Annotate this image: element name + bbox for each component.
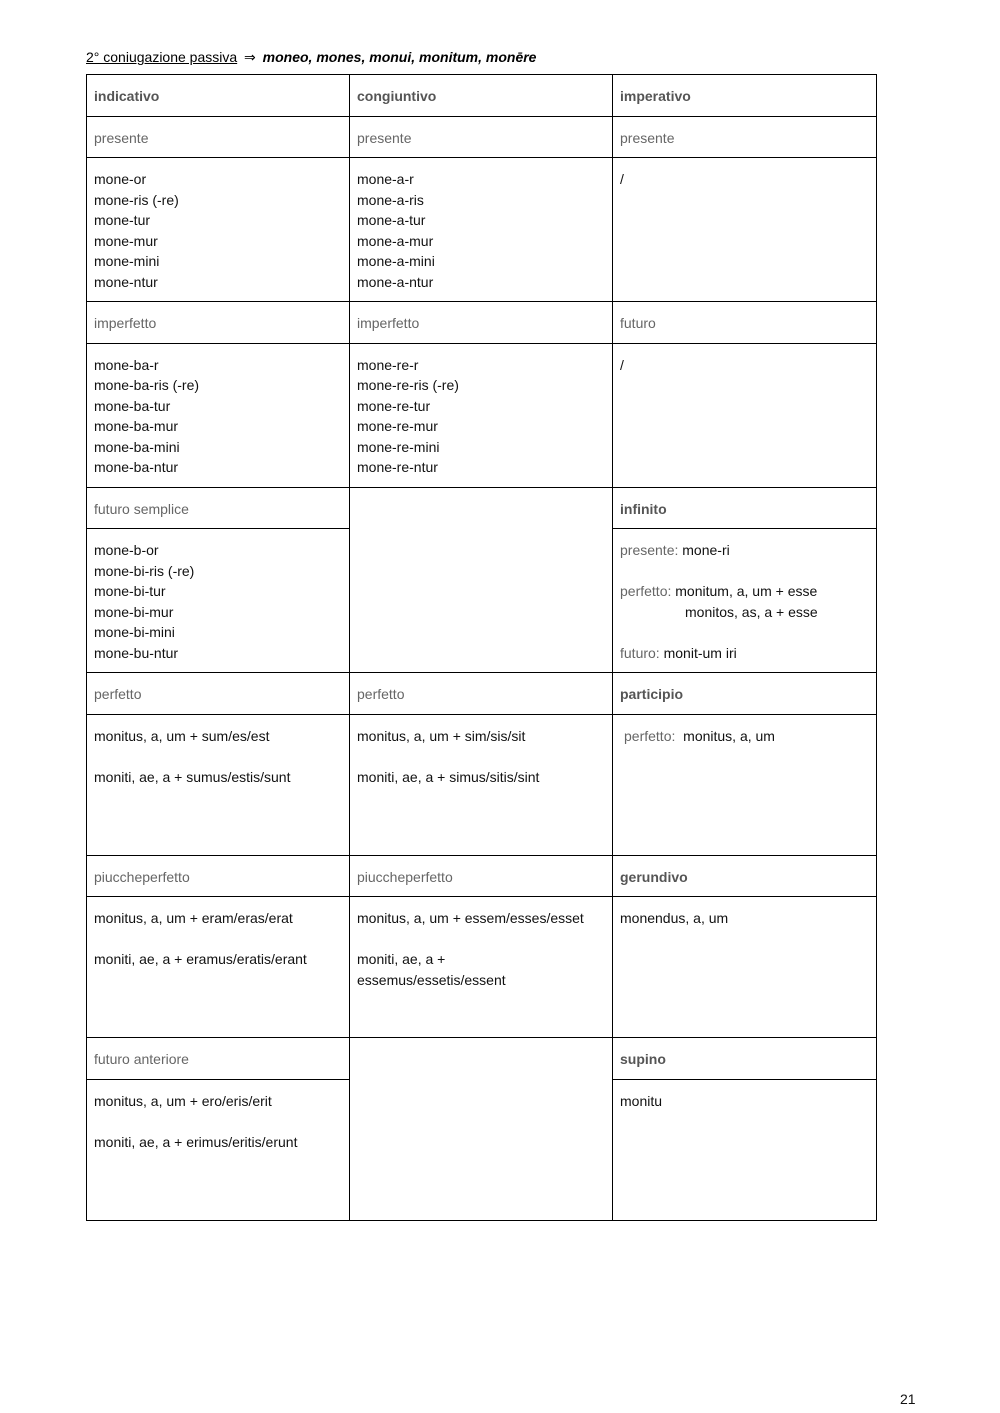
table-row [87, 487, 877, 529]
header-imperativo: imperativo [613, 75, 877, 117]
infinito-perfetto-label: perfetto: [620, 583, 672, 599]
form-line: moniti, ae, a + simus/sitis/sint [357, 768, 540, 785]
header-indicativo: indicativo [87, 75, 350, 117]
form-line: mone-re-ntur [357, 459, 438, 475]
forms-futuro-anteriore [87, 1079, 350, 1220]
form-line: mone-a-r [357, 171, 414, 187]
conjugation-table [86, 74, 877, 1221]
infinito-presente-label: presente: [620, 542, 679, 558]
table-row [87, 855, 877, 897]
header-infinito: infinito [613, 487, 877, 529]
title-verbs: moneo, mones, monui, monitum, monēre [262, 49, 537, 65]
arrow-icon: ⇒ [244, 49, 256, 65]
form-line: mone-ris (-re) [94, 191, 179, 208]
infinito-presente-value: mone-ri [682, 542, 730, 558]
label-presente-indicativo: presente [87, 116, 350, 158]
participio-line [620, 726, 869, 747]
forms-imperfetto-indicativo [87, 343, 350, 487]
form-line: mone-bu-ntur [94, 644, 179, 661]
page-number: 21 [900, 1391, 916, 1407]
form-line: mone-ba-mini [94, 438, 180, 455]
form-line: mone-re-mur [357, 418, 438, 434]
spacer [94, 746, 342, 767]
label-presente-imperativo: presente [613, 116, 877, 158]
page-title [86, 49, 536, 66]
label-piuccheperfetto-indicativo: piuccheperfetto [87, 855, 350, 897]
label-imperfetto-congiuntivo: imperfetto [350, 302, 613, 344]
form-line: mone-a-mini [357, 253, 435, 269]
table-row [87, 1038, 877, 1080]
spacer [94, 929, 342, 950]
infinito-futuro [620, 643, 869, 664]
form-line: mone-ba-tur [94, 397, 171, 414]
forms-presente-congiuntivo [350, 158, 613, 302]
form-line: moniti, ae, a + erimus/eritis/erunt [94, 1133, 298, 1150]
form-line: mone-b-or [94, 542, 159, 558]
supino-value: monitu [620, 1092, 663, 1109]
form-line: mone-ba-r [94, 356, 159, 373]
infinito-perfetto-value-1: monitum, a, um + esse [675, 583, 818, 599]
form-line: mone-mini [94, 253, 160, 269]
gerundivo-value: monendus, a, um [620, 910, 729, 926]
forms-perfetto-indicativo [87, 714, 350, 855]
form-line: monitus, a, um + eram/eras/erat [94, 910, 293, 926]
forms-futuro-imperativo [613, 343, 877, 487]
form-line: mone-tur [94, 212, 151, 228]
forms-presente-indicativo [87, 158, 350, 302]
form-line: mone-mur [94, 232, 158, 249]
spacer [357, 929, 605, 950]
infinito-futuro-label: futuro: [620, 644, 660, 661]
label-futuro-anteriore: futuro anteriore [87, 1038, 350, 1080]
label-perfetto-indicativo: perfetto [87, 673, 350, 715]
spacer [620, 622, 869, 643]
header-congiuntivo: congiuntivo [350, 75, 613, 117]
form-line: mone-bi-mur [94, 603, 174, 620]
forms-piuccheperfetto-indicativo [87, 897, 350, 1038]
form-line: mone-ba-mur [94, 418, 179, 434]
table-row [87, 116, 877, 158]
table-row [87, 343, 877, 487]
form-line: mone-ba-ntur [94, 459, 179, 475]
label-imperfetto-indicativo: imperfetto [87, 302, 350, 344]
form-line: mone-re-r [357, 356, 419, 373]
form-line: moniti, ae, a + [357, 951, 446, 967]
label-piuccheperfetto-congiuntivo: piuccheperfetto [350, 855, 613, 897]
form-line: moniti, ae, a + sumus/estis/sunt [94, 768, 291, 785]
forms-futuro-semplice [87, 529, 350, 673]
form-line: mone-ntur [94, 273, 158, 290]
table-header-row [87, 75, 877, 117]
form-line: mone-re-mini [357, 438, 440, 455]
forms-presente-imperativo [613, 158, 877, 302]
forms-imperfetto-congiuntivo [350, 343, 613, 487]
form-line: mone-ba-ris (-re) [94, 377, 200, 393]
forms-infinito [613, 529, 877, 673]
label-presente-congiuntivo: presente [350, 116, 613, 158]
title-heading: 2° coniugazione passiva [86, 49, 238, 65]
empty-cell [350, 1038, 613, 1221]
table-row [87, 714, 877, 855]
form-line: / [620, 171, 624, 187]
form-line: mone-re-ris (-re) [357, 377, 459, 393]
spacer [620, 561, 869, 582]
form-line: monitus, a, um + ero/eris/erit [94, 1092, 272, 1109]
infinito-presente [620, 540, 869, 561]
form-line: mone-a-mur [357, 232, 434, 249]
form-line: mone-bi-tur [94, 583, 166, 599]
forms-gerundivo [613, 897, 877, 1038]
header-supino: supino [613, 1038, 877, 1080]
label-perfetto-congiuntivo: perfetto [350, 673, 613, 715]
forms-supino [613, 1079, 877, 1220]
participio-label: perfetto: [624, 727, 676, 744]
table-row [87, 673, 877, 715]
participio-value: monitus, a, um [683, 727, 775, 744]
form-line: mone-a-tur [357, 212, 426, 228]
form-line: mone-a-ris [357, 191, 424, 208]
form-line: moniti, ae, a + eramus/eratis/erant [94, 951, 307, 967]
forms-perfetto-congiuntivo [350, 714, 613, 855]
table-row [87, 897, 877, 1038]
empty-cell [350, 487, 613, 673]
header-participio: participio [613, 673, 877, 715]
form-line: monitus, a, um + essem/esses/esset [357, 910, 584, 926]
form-line: monitus, a, um + sim/sis/sit [357, 727, 526, 744]
infinito-futuro-value: monit-um iri [663, 644, 737, 661]
form-line: mone-re-tur [357, 397, 431, 414]
header-gerundivo: gerundivo [613, 855, 877, 897]
infinito-perfetto [620, 581, 869, 602]
forms-piuccheperfetto-congiuntivo [350, 897, 613, 1038]
form-line: monitus, a, um + sum/es/est [94, 727, 270, 744]
spacer [94, 1111, 342, 1132]
label-futuro-semplice: futuro semplice [87, 487, 350, 529]
table-row [87, 158, 877, 302]
forms-participio [613, 714, 877, 855]
form-line: mone-bi-mini [94, 624, 175, 640]
form-line: mone-a-ntur [357, 273, 434, 290]
label-futuro-imperativo: futuro [613, 302, 877, 344]
form-line: mone-or [94, 171, 147, 187]
form-line: / [620, 356, 624, 373]
form-line: essemus/essetis/essent [357, 971, 506, 988]
spacer [357, 746, 605, 767]
table-row [87, 302, 877, 344]
form-line: mone-bi-ris (-re) [94, 562, 195, 579]
infinito-perfetto-value-2: monitos, as, a + esse [685, 603, 818, 620]
